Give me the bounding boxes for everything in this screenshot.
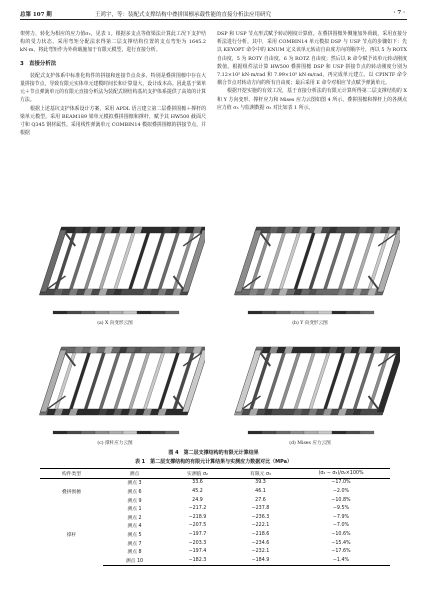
cell-error: −17.0% xyxy=(331,480,351,486)
left-paragraph-2: 装配式支护体系中标准化构件的拼接和连接节点众多，特别是叠拼围檩中存在大量拼接节点，导致有限元实体单元建模时间长和计算量大，设计成本高。因此基于梁单元＋节点弹簧单元的有限元直接分析法为装配式钢结构基坑支护体系提供了高效的计算方法。 xyxy=(20,72,206,104)
strut-stress-contour-plot xyxy=(25,332,205,438)
cell-error: −7.0% xyxy=(332,523,350,529)
table-row xyxy=(40,478,390,487)
table-body xyxy=(40,478,390,565)
cell-fe: −184.9 xyxy=(229,556,292,565)
header-member-type: 构件类型 xyxy=(40,469,103,479)
results-table xyxy=(40,468,390,566)
cell-measured: −218.9 xyxy=(188,514,207,520)
left-column xyxy=(20,30,206,137)
cell-measured: 45.2 xyxy=(192,488,203,494)
cell-measured: 33.6 xyxy=(192,480,203,486)
cell-measured: −197.4 xyxy=(188,549,207,555)
cell-fe: 27.6 xyxy=(255,497,266,503)
left-paragraph-1: 架剪力，转化为相应的应力值σ₂，见表 1。根据多支点等值梁法计算此工况下支护结构的受力状态，采用弯矩分配法求得第二层支撑结构位置的支点弯矩为 1645.2 kN·m，将此弯矩作为外荷载施加于有限元模型，进行直接分析。 xyxy=(20,31,206,54)
right-column xyxy=(217,30,407,112)
cell-fe: −222.1 xyxy=(251,523,270,529)
journal-issue: 总第 107 期 xyxy=(20,12,52,18)
color-legend xyxy=(53,431,179,434)
cell-error: −1.4% xyxy=(292,556,390,565)
cell-error: −17.6% xyxy=(331,549,351,555)
cell-fe: −218.6 xyxy=(251,531,270,537)
table-caption: 表 1 第二层支撑结构的有限元计算结果与实测应力数据对比（MPa） xyxy=(134,459,293,465)
subfigure-a xyxy=(25,212,205,326)
header-rule xyxy=(20,19,407,20)
color-legend xyxy=(53,311,179,314)
cell-measured: −182.3 xyxy=(166,556,229,565)
cell-point: 测点 6 xyxy=(127,489,142,495)
right-paragraph-1: DSP 和 USP 节点形式赋予转动刚度计算值。在叠拼围檩外侧施加外荷载，采用直接分析法进行分析。其中，采用 COMBIN14 单元模拟 DSP 与 USP 节点的步骤如下：先以 KEYOPT 命令中的 KNUM 定义该单元转动自由度方向的顺序号，再以 5 为 ROTX 自由度，5 为 ROTY 自由度，6 为 ROTZ 自由度；然后以 R 命令赋予该单元转动刚度数值。根据组件法计算 HW500 叠拼围檩 DSP 和 USP 拼接节点的转动刚度分别为 7.12×10⁵ kN·m/rad 和 7.99×10⁵ kN·m/rad，再完成单元建立。以 CPINTF 命令耦合节点对转动方向的所有自由度；最后采用 E 命令对相应节点赋予弹簧单元。 xyxy=(217,31,407,87)
subfigure-b-caption: (b) Y 向变形云图 xyxy=(292,321,328,326)
page-number: · 7 · xyxy=(393,10,405,16)
cell-measured: −207.5 xyxy=(188,523,207,529)
cell-measured: −197.7 xyxy=(188,531,207,537)
cell-fe: −232.1 xyxy=(251,549,270,555)
subfigure-d xyxy=(220,332,400,446)
right-paragraph-2: 根据开挖实施的有效工况，基于直接分析法的有限元计算所得第二层支撑结构的 X 和 Y 方向变形、撑杆应力和 Mises 应力云图如图 4 所示。叠拼围檩和撑杆上的各测点应力值 σ₃ 与监测数据 σ₂ 对比如表 1 所示。 xyxy=(217,88,407,111)
subfigure-b xyxy=(220,212,400,326)
header-fe-value: 有限元 σ₃ xyxy=(229,469,292,479)
group-label-waler: 叠拼围檩 xyxy=(61,489,82,495)
cell-point: 测点 5 xyxy=(127,532,142,538)
cell-point: 测点 2 xyxy=(127,515,142,521)
running-title: 王鸿宇，等：装配式支撑结构中叠拼围檩承载性能的直接分析法应用研究 xyxy=(95,12,272,18)
cell-error: −9.5% xyxy=(332,506,350,512)
header-measuring-point: 测点 xyxy=(103,469,166,479)
cell-fe: 39.3 xyxy=(255,480,266,486)
cell-error: −7.9% xyxy=(332,514,350,520)
cell-point: 测点 7 xyxy=(127,541,142,547)
subfigure-c-caption: (c) 撑杆应力云图 xyxy=(97,441,133,446)
cell-error: −15.4% xyxy=(331,540,351,546)
subfigure-a-caption: (a) X 向变形云图 xyxy=(97,321,133,326)
table-header-row xyxy=(40,469,390,479)
color-legend xyxy=(248,431,374,434)
cell-error: −10.6% xyxy=(331,531,351,537)
cell-point: 测点 10 xyxy=(103,556,166,565)
cell-point: 测点 8 xyxy=(127,550,142,556)
header-relative-error: (σ₂ − σ₃)/σ₂×100% xyxy=(292,469,390,479)
subfigure-d-caption: (d) Mises 应力云图 xyxy=(289,441,331,446)
structure-mesh xyxy=(234,227,400,295)
cell-point: 测点 1 xyxy=(127,507,142,513)
cell-fe: −234.6 xyxy=(251,540,270,546)
color-legend xyxy=(248,311,374,314)
cell-measured: −217.2 xyxy=(188,506,207,512)
structure-mesh xyxy=(234,347,400,415)
cell-point: 测点 4 xyxy=(127,524,142,530)
y-deformation-contour-plot xyxy=(220,212,400,318)
header-measured-value: 实测值 σ₂ xyxy=(166,469,229,479)
structure-mesh xyxy=(39,227,205,295)
cell-fe: 46.1 xyxy=(255,488,266,494)
figure-caption: 图 4 第二层支撑结构的有限元计算结果 xyxy=(168,450,259,456)
cell-fe: −236.3 xyxy=(251,514,270,520)
left-paragraph-3: 根据上述基坑支护体系设计方案，采用 APDL 语言建立第二层叠拼围檩＋撑杆的梁单元模型。采用 BEAM189 梁单元模拟叠拼围檩和撑杆，赋予其 HW500 截面尺寸和 Q345 钢材属性。采用线性弹簧单元 COMBIN14 模拟叠拼围檩的拼接节点，并根据 xyxy=(20,105,206,137)
x-deformation-contour-plot xyxy=(25,212,205,318)
table-row xyxy=(40,504,390,513)
cell-fe: −237.8 xyxy=(251,506,270,512)
subfigure-c xyxy=(25,332,205,446)
cell-point: 测点 9 xyxy=(127,498,142,504)
cell-error: −2.0% xyxy=(332,488,350,494)
section-heading: 3 直接分析法 xyxy=(20,60,57,67)
group-label-strut: 撑杆 xyxy=(66,533,77,539)
cell-measured: 24.9 xyxy=(192,497,203,503)
figure-4 xyxy=(20,212,407,452)
cell-point: 测点 3 xyxy=(127,481,142,487)
structure-mesh xyxy=(39,347,205,415)
mises-stress-contour-plot xyxy=(220,332,400,438)
cell-measured: −203.3 xyxy=(188,540,207,546)
cell-error: −10.8% xyxy=(331,497,351,503)
